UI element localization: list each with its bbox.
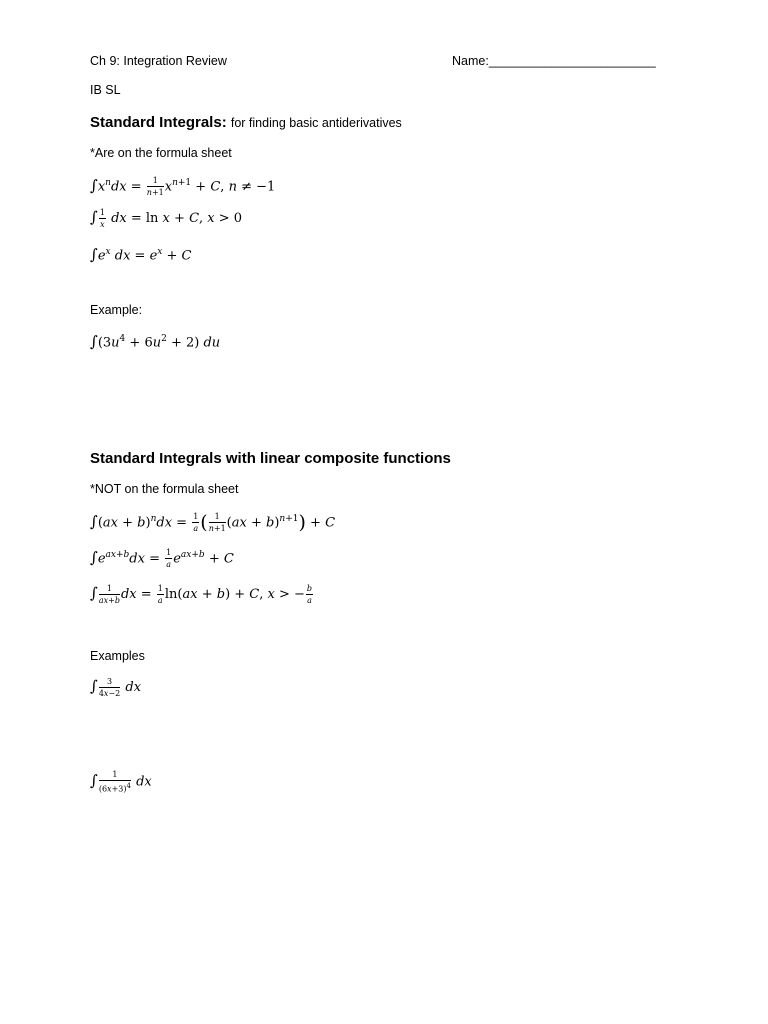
section1-note: *Are on the formula sheet [90,146,232,160]
examples-label: Examples [90,649,145,663]
example-problem: $\int(3u^4 + 6u^2 + 2)$ du [90,332,221,351]
formula-log-rule: ∫ $\frac{1}{x}$ dx = ln x + C, x > 0 [90,208,243,229]
section1-subtitle: for finding basic antiderivatives [230,116,402,130]
name-field-label: Name:________________________ [452,54,656,68]
section1-heading [90,113,402,133]
example-label: Example: [90,303,143,317]
formula-linear-log-rule: ∫ $\frac{1}{ax+b}$ dx = $\frac{1}{a}$ ln(ax + b) + C, x > − $\frac{b}{a}$ [90,584,313,605]
section2-note: *NOT on the formula sheet [90,482,239,496]
course-level: IB SL [90,83,121,97]
formula-linear-exp-rule: $\int e^{ax+b}dx$ = $\frac{1}{a}$ $e^{ax+b} + C$ [90,548,234,570]
course-title: Ch 9: Integration Review [90,54,227,68]
example-problem-2: ∫ $\frac{1}{(6x+3)^4}$ dx [90,770,152,794]
formula-power-rule: $\int x^ndx$ = $\frac{1}{n+1}$ $x^{n+1} + C$, n ≠ −1 [90,176,276,198]
section2-heading: Standard Integrals with linear composite functions [90,450,451,467]
formula-exp-rule: $\int e^x$ dx = $e^x + C$ [90,245,192,264]
formula-linear-power-rule: ∫(ax + b)$^n$dx = $\frac{1}{a}$ ( $\frac{1}{n+1}$ (ax + b)$^{n+1}$) + C [90,511,336,534]
example-problem-1: ∫ $\frac{3}{4x-2}$ dx [90,677,142,698]
section1-title: Standard Integrals: [90,114,227,131]
